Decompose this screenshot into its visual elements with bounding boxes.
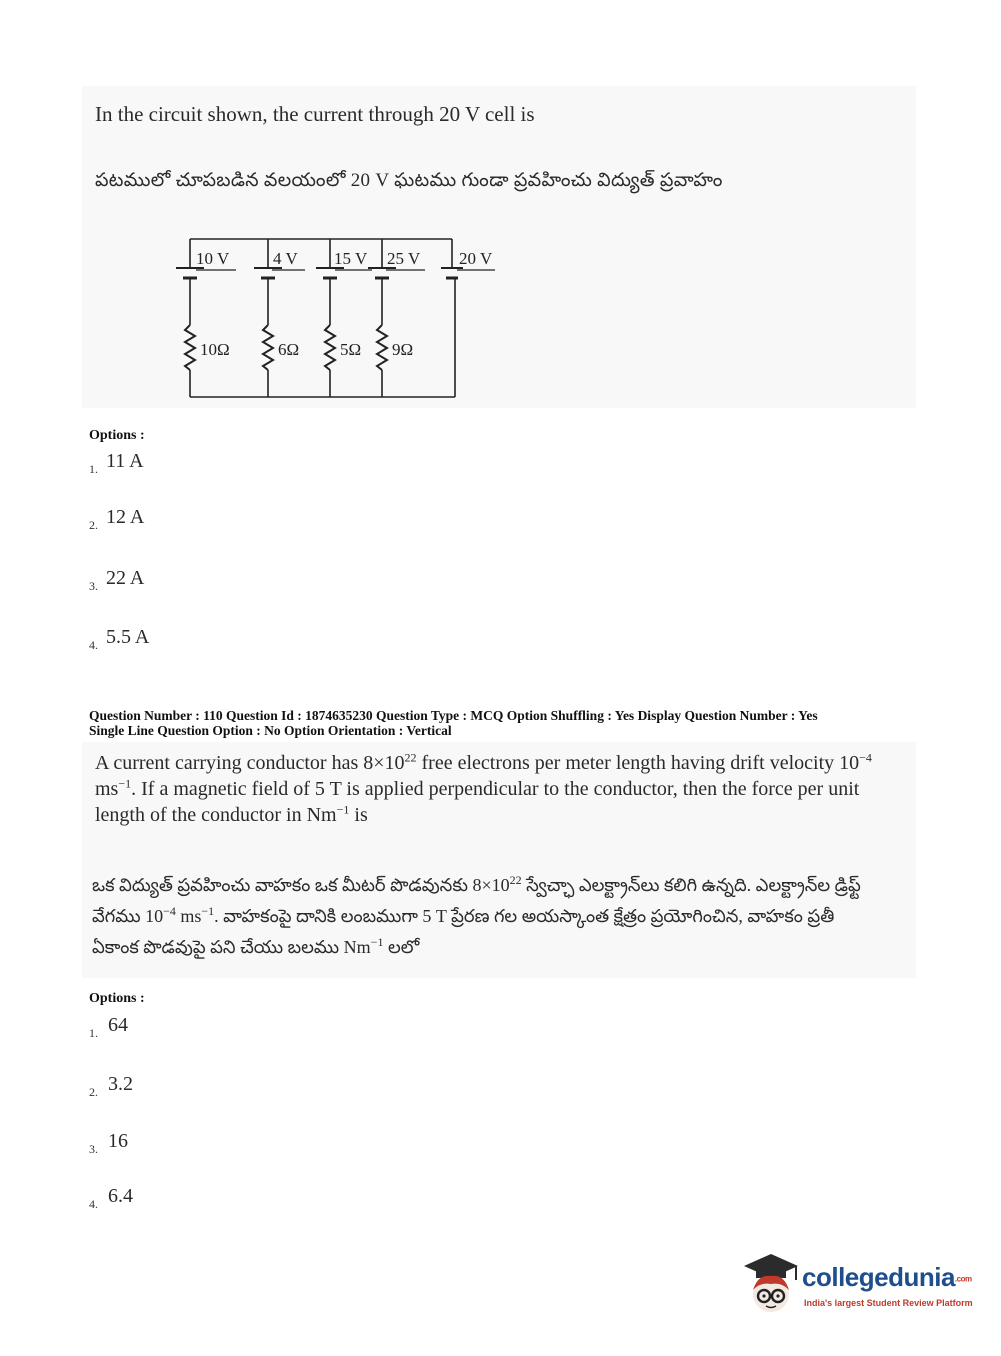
collegedunia-logo[interactable] bbox=[738, 1250, 973, 1330]
question2-meta-line2: Single Line Question Option : No Option Orientation : Vertical bbox=[89, 723, 452, 738]
q2-en-part4: . If a magnetic field of 5 T is applied perpendicular to the conductor, then the force per unit length of the conductor in Nm bbox=[95, 778, 860, 826]
q2-te-part2: స్వేచ్ఛా ఎలక్ట్రాన్‌లు కలిగి ఉన్నది. ఎలక్ట్రాన్‌ల డ్రిఫ్ట్ వేగము 10 bbox=[92, 875, 861, 926]
q2-te-exp4: −1 bbox=[370, 935, 384, 949]
q2-en-part2: free electrons per meter length having drift velocity 10 bbox=[416, 752, 860, 774]
option-value: 12 A bbox=[106, 506, 145, 528]
question1-text-en: In the circuit shown, the current through 20 V cell is bbox=[95, 102, 535, 126]
cell-label-2: 4 V bbox=[273, 249, 298, 268]
option-value: 16 bbox=[108, 1130, 128, 1152]
q2-te-exp3: −1 bbox=[201, 904, 215, 918]
cell-label-4: 25 V bbox=[387, 249, 421, 268]
question1-options-label: Options : bbox=[89, 428, 145, 443]
logo-suffix: .com bbox=[954, 1274, 972, 1284]
question2-text-en bbox=[95, 750, 875, 828]
option-value: 6.4 bbox=[108, 1185, 133, 1207]
q2-te-part5: లలో bbox=[383, 937, 420, 957]
q2-en-exp1: 22 bbox=[404, 750, 417, 765]
q2-te-part3: ms bbox=[175, 906, 202, 926]
resistor-label-1: 10Ω bbox=[200, 340, 230, 359]
option-value: 5.5 A bbox=[106, 626, 150, 648]
option-number: 3. bbox=[89, 579, 98, 593]
q2-te-exp2: −4 bbox=[163, 904, 176, 918]
q2-te-part4: . వాహకంపై దానికి లంబముగా 5 T ప్రేరణ గల అయస్కాంత క్షేత్రం ప్రయోగించిన, వాహకం ప్రతీ ఏకాంక పొడవుపై పని చేయు బలము Nm bbox=[92, 906, 835, 957]
mascot-icon bbox=[738, 1250, 800, 1316]
option-number: 4. bbox=[89, 1197, 98, 1211]
q2-en-part1: A current carrying conductor has 8×10 bbox=[95, 752, 405, 774]
q2-en-exp2: −4 bbox=[859, 750, 872, 765]
option-number: 4. bbox=[89, 638, 98, 652]
question2-text-te bbox=[92, 870, 882, 963]
q2-te-part1: ఒక విద్యుత్ ప్రవహించు వాహకం ఒక మీటర్ పొడవునకు 8×10 bbox=[92, 875, 510, 895]
option-number: 2. bbox=[89, 1085, 98, 1099]
cell-label-5: 20 V bbox=[459, 249, 493, 268]
cell-label-3: 15 V bbox=[334, 249, 368, 268]
option-value: 64 bbox=[108, 1014, 128, 1036]
q2-en-part5: is bbox=[349, 804, 368, 826]
option-value: 3.2 bbox=[108, 1073, 133, 1095]
option-number: 1. bbox=[89, 462, 98, 476]
resistor-label-2: 6Ω bbox=[278, 340, 300, 359]
q2-en-exp3: −1 bbox=[118, 776, 132, 791]
option-number: 2. bbox=[89, 518, 98, 532]
logo-tagline: India's largest Student Review Platform bbox=[804, 1298, 973, 1308]
option-value: 22 A bbox=[106, 567, 145, 589]
option-value: 11 A bbox=[106, 450, 144, 472]
option-number: 3. bbox=[89, 1142, 98, 1156]
cell-label-1: 10 V bbox=[196, 249, 230, 268]
question2-options-label: Options : bbox=[89, 991, 145, 1006]
circuit-diagram bbox=[160, 230, 510, 405]
resistor-label-4: 9Ω bbox=[392, 340, 414, 359]
question1-text-te: పటములో చూపబడిన వలయంలో 20 V ఘటము గుండా ప్రవహించు విద్యుత్ ప్రవాహం bbox=[95, 170, 723, 191]
option-number: 1. bbox=[89, 1026, 98, 1040]
q2-en-part3: ms bbox=[95, 778, 119, 800]
q2-te-exp1: 22 bbox=[509, 873, 522, 887]
question2-meta-line1: Question Number : 110 Question Id : 1874635230 Question Type : MCQ Option Shuffling : Yes Display Question Number : Yes bbox=[89, 708, 818, 723]
q2-en-exp4: −1 bbox=[336, 802, 350, 817]
logo-name: collegedunia bbox=[802, 1262, 955, 1292]
resistor-label-3: 5Ω bbox=[340, 340, 362, 359]
